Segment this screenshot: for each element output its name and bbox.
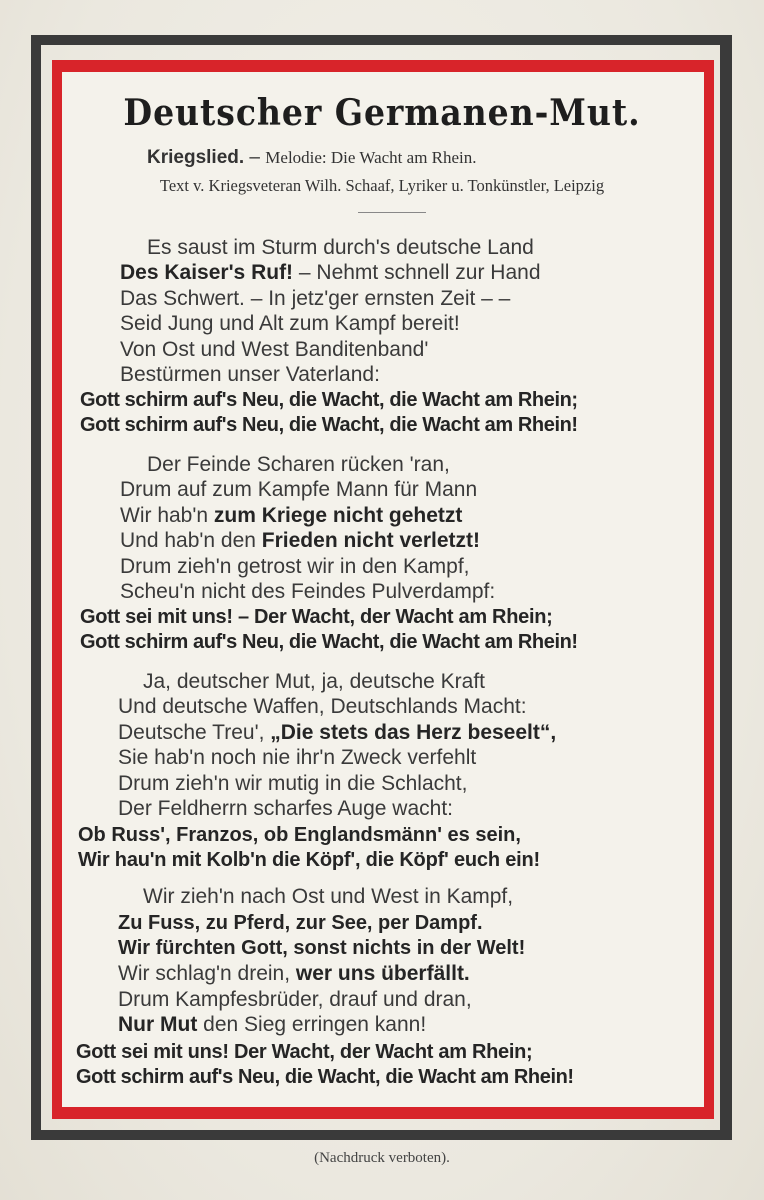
verse-line: Von Ost und West Banditenband' — [120, 338, 429, 361]
page-title: Deutscher Germanen-Mut. — [123, 92, 641, 134]
verse-text: Wir hab'n — [120, 504, 214, 527]
author-credit: Text v. Kriegsveteran Wilh. Schaaf, Lyriker u. Tonkünstler, Leipzig — [159, 176, 605, 195]
verse-line: Wir zieh'n nach Ost und West in Kampf, — [143, 885, 514, 908]
verse-line: Wir fürchten Gott, sonst nichts in der Welt! — [118, 937, 526, 959]
verse-line: Sie hab'n noch nie ihr'n Zweck verfehlt — [118, 746, 477, 769]
verse-line: Drum Kampfesbrüder, drauf und dran, — [118, 988, 472, 1011]
verse-line — [118, 720, 556, 746]
verse-emphasis: Nur Mut — [118, 1013, 198, 1036]
verse-line: Zu Fuss, zu Pferd, zur See, per Dampf. — [118, 912, 483, 934]
verse-text: Wir schlag'n drein, — [118, 962, 296, 985]
verse-emphasis: wer uns überfällt. — [295, 962, 470, 985]
verse-line: Und deutsche Waffen, Deutschlands Macht: — [118, 695, 527, 718]
verse-emphasis: zum Kriege nicht gehetzt — [213, 504, 463, 527]
verse-text: den Sieg erringen kann! — [197, 1013, 427, 1036]
verse-line: Ja, deutscher Mut, ja, deutsche Kraft — [143, 670, 486, 693]
verse-line: Der Feinde Scharen rücken 'ran, — [147, 453, 450, 476]
verse-text: – Nehmt schnell zur Hand — [293, 261, 541, 284]
subtitle — [147, 147, 477, 169]
verse-line: Seid Jung und Alt zum Kampf bereit! — [120, 312, 460, 335]
refrain-line: Gott schirm auf's Neu, die Wacht, die Wacht am Rhein! — [80, 631, 578, 653]
verse-line: Das Schwert. – In jetz'ger ernsten Zeit – – — [120, 287, 511, 310]
reprint-notice: (Nachdruck verboten). — [314, 1150, 450, 1166]
refrain-line: Gott sei mit uns! Der Wacht, der Wacht am Rhein; — [76, 1041, 533, 1063]
refrain-line: Gott schirm auf's Neu, die Wacht, die Wacht am Rhein; — [80, 389, 578, 411]
verse-emphasis: Frieden nicht verletzt! — [261, 529, 480, 552]
refrain-line: Gott schirm auf's Neu, die Wacht, die Wacht am Rhein! — [80, 414, 578, 436]
verse-line: Drum zieh'n getrost wir in den Kampf, — [120, 555, 470, 578]
verse-line: Es saust im Sturm durch's deutsche Land — [147, 236, 534, 259]
verse-emphasis: „Die stets das Herz beseelt“, — [270, 721, 557, 744]
verse-text: Deutsche Treu', — [118, 721, 271, 744]
verse-line: Drum zieh'n wir mutig in die Schlacht, — [118, 772, 468, 795]
divider — [358, 212, 426, 213]
verse-line: Scheu'n nicht des Feindes Pulverdampf: — [120, 580, 496, 603]
subtitle-dash: – — [244, 147, 266, 168]
verse-emphasis: Des Kaiser's Ruf! — [120, 261, 294, 284]
verse-line — [120, 528, 480, 554]
verse-text: Und hab'n den — [120, 529, 262, 552]
verse-line — [118, 1012, 426, 1038]
verse-line — [120, 503, 462, 529]
verse-line — [118, 961, 470, 987]
melody-label: Melodie: Die Wacht am Rhein. — [265, 148, 477, 167]
refrain-line: Wir hau'n mit Kolb'n die Köpf', die Köpf' euch ein! — [78, 849, 540, 871]
refrain-line: Gott schirm auf's Neu, die Wacht, die Wacht am Rhein! — [76, 1066, 574, 1088]
verse-line: Bestürmen unser Vaterland: — [120, 363, 380, 386]
verse-line: Drum auf zum Kampfe Mann für Mann — [120, 478, 478, 501]
refrain-line: Ob Russ', Franzos, ob Englandsmänn' es sein, — [78, 824, 521, 846]
verse-line: Der Feldherrn scharfes Auge wacht: — [118, 797, 453, 820]
song-type-label: Kriegslied. — [147, 147, 245, 168]
refrain-line: Gott sei mit uns! – Der Wacht, der Wacht am Rhein; — [80, 606, 553, 628]
verse-line — [120, 260, 541, 286]
